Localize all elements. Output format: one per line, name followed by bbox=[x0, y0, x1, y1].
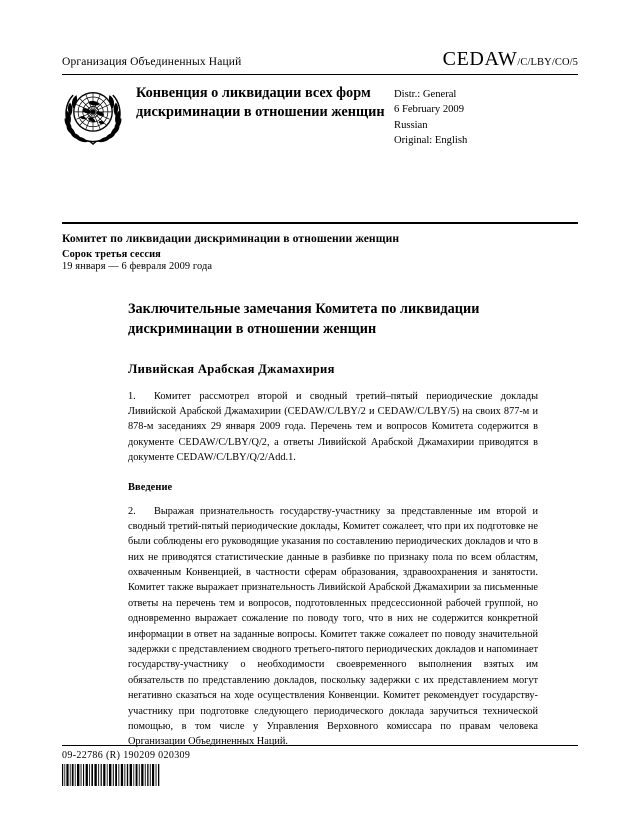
footer-divider bbox=[62, 745, 578, 746]
distribution-type: Distr.: General bbox=[394, 89, 457, 100]
footer bbox=[62, 750, 578, 786]
document-symbol-main: CEDAW bbox=[442, 48, 518, 70]
organization-name: Организация Объединенных Наций bbox=[62, 56, 242, 68]
paragraph-2-text: Выражая признательность государству-участнику за представленные им второй и сводный третий-пятый периодические доклады, Комитет сожалеет, что при их подготовке не были соблюдены его руководящие указания по составлению периодических докладов и что в них не приводятся статистические данные в разбивке по признаку пола по всем областям, охваченным Конвенцией, в частности сферам образования, здравоохранения и занятости. Комитет также выражает признательность Ливийской Арабской Джамахирии за письменные ответы на перечень тем и вопросов, подготовленных предсессионной рабочей группой, но одновременно выражает сожаление по поводу того, что в них не содержится конкретной информации в ответ на заданные вопросы. Комитет также сожалеет по поводу значительной задержки с представлением сводного третьего-пятого периодических докладов и напоминает государству-участнику о необходимости своевременного выполнения взятых им обязательств по представлению докладов, поскольку задержки с их представлением могут негативно сказаться на ходе осуществления Конвенции. Комитет рекомендует государству-участнику при подготовке следующего периодического доклада заручиться технической помощью, в том числе у Управления Верховного комиссара по правам человека Организации Объединенных Наций. bbox=[128, 505, 538, 748]
main-content bbox=[128, 300, 538, 750]
document-symbol-suffix: /C/LBY/CO/5 bbox=[517, 57, 578, 68]
committee-divider bbox=[62, 222, 578, 224]
introduction-heading: Введение bbox=[128, 481, 173, 493]
distribution-original: Original: English bbox=[394, 134, 468, 146]
distribution-language: Russian bbox=[394, 119, 428, 131]
paragraph-1-number: 1. bbox=[128, 390, 136, 402]
distribution-block bbox=[388, 82, 544, 148]
convention-title: Конвенция о ликвидации всех форм дискриминации в отношении женщин bbox=[136, 85, 385, 120]
committee-block bbox=[62, 231, 482, 272]
barcode-icon bbox=[62, 764, 162, 786]
document-symbol bbox=[443, 48, 578, 71]
un-emblem-icon bbox=[62, 84, 124, 146]
distribution-date: 6 February 2009 bbox=[394, 104, 465, 116]
masthead-body-row bbox=[62, 75, 578, 148]
masthead-top-row bbox=[62, 48, 578, 74]
committee-name: Комитет по ликвидации дискриминации в отношении женщин bbox=[62, 232, 400, 245]
page-title: Заключительные замечания Комитета по ликвидации дискриминации в отношении женщин bbox=[128, 301, 480, 337]
paragraph-1 bbox=[128, 389, 538, 466]
paragraph-1-text: Комитет рассмотрел второй и сводный третий–пятый периодические доклады Ливийской Арабской Джамахирии (CEDAW/C/LBY/2 и CEDAW/C/LBY/5) на своих 877-м и 878-м заседаниях 29 января 2009 года. Перечень тем и вопросов Комитета содержится в документе CEDAW/C/LBY/Q/2, а ответы Ливийской Арабской Джамахирии приводятся в документе CEDAW/C/LBY/Q/2/Add.1. bbox=[128, 390, 538, 464]
job-number: 09-22786 (R) 190209 020309 bbox=[62, 750, 191, 761]
emblem-container bbox=[62, 82, 136, 146]
paragraph-2 bbox=[128, 504, 538, 750]
country-heading: Ливийская Арабская Джамахирия bbox=[128, 362, 335, 377]
masthead bbox=[62, 48, 578, 148]
paragraph-2-number: 2. bbox=[128, 505, 136, 517]
session-dates: 19 января — 6 февраля 2009 года bbox=[62, 261, 213, 273]
session-label: Сорок третья сессия bbox=[62, 249, 161, 261]
